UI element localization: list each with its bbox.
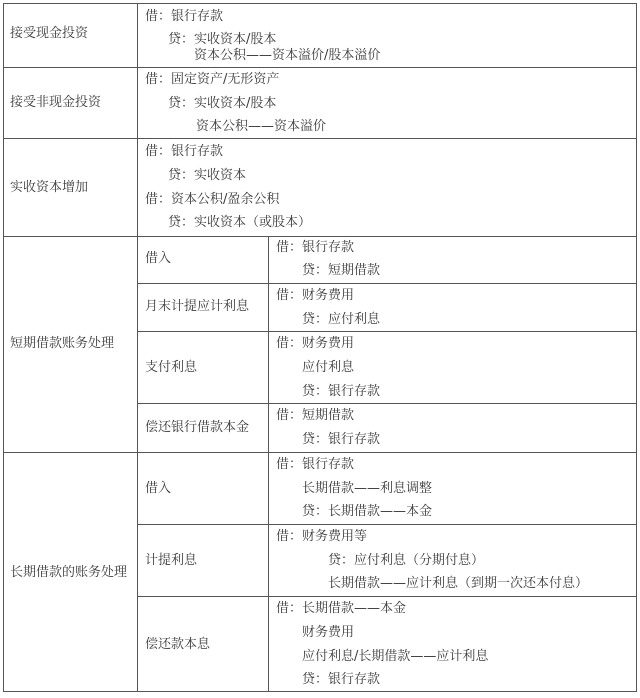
debit-line: 财务费用 <box>302 625 355 640</box>
debit-line: 借：财务费用 <box>276 336 355 351</box>
debit-line: 借：银行存款 <box>145 144 224 159</box>
debit-line: 借：财务费用 <box>276 288 355 303</box>
debit-line: 借：资本公积/盈余公积 <box>145 192 280 207</box>
debit-line: 借：财务费用等 <box>276 529 368 544</box>
subrow-divider <box>137 331 637 332</box>
subrow-divider <box>137 596 637 597</box>
row-category: 实收资本增加 <box>10 180 89 195</box>
item-label: 计提利息 <box>145 553 198 568</box>
credit-line: 贷：实收资本/股本 <box>168 32 277 47</box>
credit-line: 贷：应付利息（分期付息） <box>328 553 485 568</box>
section-category: 短期借款账务处理 <box>10 336 115 351</box>
debit-line: 借：银行存款 <box>145 9 224 24</box>
credit-line: 贷：实收资本 <box>168 168 247 183</box>
debit-line: 借：固定资产/无形资产 <box>145 72 280 87</box>
credit-line: 资本公积——资本溢价 <box>196 119 327 134</box>
debit-line: 借：短期借款 <box>276 408 355 423</box>
credit-line: 贷：实收资本（或股本） <box>168 215 312 230</box>
credit-line: 贷：银行存款 <box>302 384 381 399</box>
item-label: 偿还款本息 <box>145 637 211 652</box>
credit-line: 贷：短期借款 <box>302 263 381 278</box>
debit-line: 借：长期借款——本金 <box>276 601 407 616</box>
row-category: 接受非现金投资 <box>10 95 102 110</box>
debit-line: 借：银行存款 <box>276 457 355 472</box>
credit-line: 贷：应付利息 <box>302 312 381 327</box>
credit-line: 贷：银行存款 <box>302 672 381 687</box>
credit-line: 资本公积——资本溢价/股本溢价 <box>194 48 381 63</box>
row-divider <box>3 452 637 453</box>
debit-line: 应付利息/长期借款——应计利息 <box>302 649 489 664</box>
row-category: 接受现金投资 <box>10 26 89 41</box>
row-divider <box>3 67 637 68</box>
subrow-divider <box>137 524 637 525</box>
column-divider <box>268 236 269 692</box>
credit-line: 贷：实收资本/股本 <box>168 96 277 111</box>
item-label: 借入 <box>145 251 172 266</box>
subrow-divider <box>137 283 637 284</box>
row-divider <box>3 236 637 237</box>
section-category: 长期借款的账务处理 <box>10 565 128 580</box>
debit-line: 借：银行存款 <box>276 240 355 255</box>
credit-line: 贷：银行存款 <box>302 432 381 447</box>
item-label: 借入 <box>145 481 172 496</box>
column-divider <box>137 3 138 692</box>
row-divider <box>3 138 637 139</box>
debit-line: 应付利息 <box>302 360 355 375</box>
credit-line: 贷：长期借款——本金 <box>302 504 433 519</box>
debit-line: 长期借款——利息调整 <box>302 481 433 496</box>
item-label: 支付利息 <box>145 360 198 375</box>
item-label: 月末计提应计利息 <box>145 299 250 314</box>
subrow-divider <box>137 403 637 404</box>
item-label: 偿还银行借款本金 <box>145 420 250 435</box>
credit-line: 长期借款——应计利息（到期一次还本付息） <box>328 576 589 591</box>
